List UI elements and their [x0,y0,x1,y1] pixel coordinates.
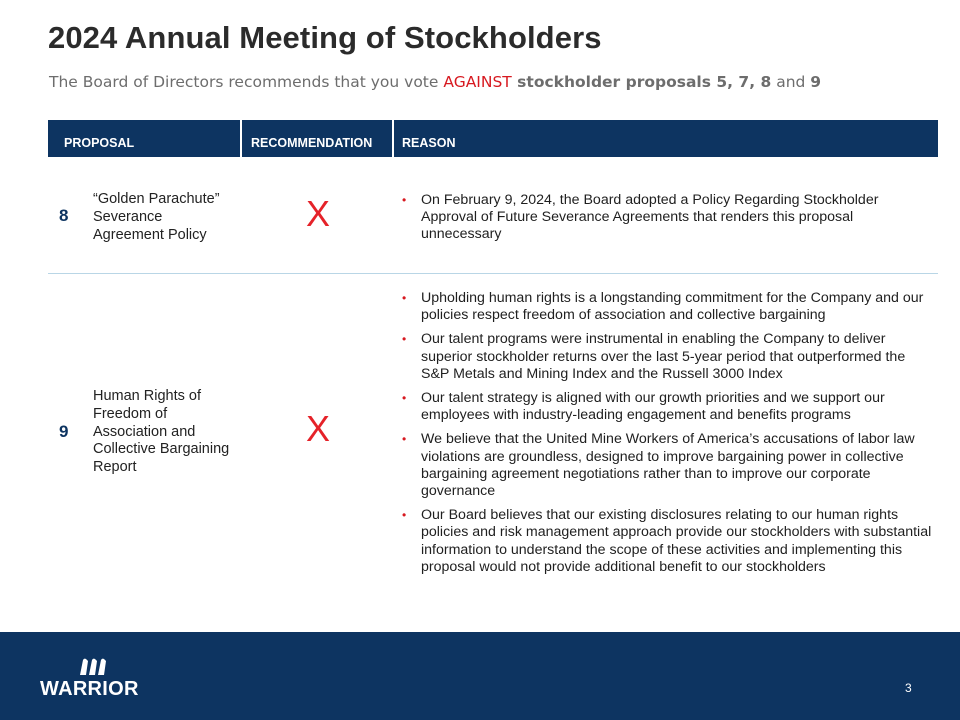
reason-list [402,290,932,583]
warrior-logo-icon [79,658,109,678]
table-header [48,120,938,157]
bullet-icon: • [402,332,407,347]
header-recommendation: RECOMMENDATION [251,136,373,150]
header-divider [392,120,394,157]
subtitle [49,73,821,91]
proposal-name: Human Rights of Freedom of Association and Collective Bargaining Report [93,388,230,476]
reason-item: • Our talent strategy is aligned with our growth priorities and we support our employees with industry-leading engagement and benefits programs [402,390,885,424]
footer-bar [0,632,960,720]
reason-item: • We believe that the United Mine Workers of America’s accusations of labor law violations are groundless, designed to improve bargaining power in collective bargaining agreement negotiations rather than to improve our corporate governance [402,431,915,500]
page-title: 2024 Annual Meeting of Stockholders [48,20,602,55]
bullet-icon: • [402,193,407,207]
bullet-icon: • [402,508,407,523]
subtitle-prefix: The Board of Directors recommends that you vote [49,73,444,91]
subtitle-last-proposal: 9 [810,73,822,91]
subtitle-and: and [771,73,811,91]
page-number: 3 [905,681,912,695]
reason-item: • Our talent programs were instrumental in enabling the Company to deliver superior stockholder returns over the last 5-year period that outperformed the S&P Metals and Mining Index and the Russell 3000 Index [402,331,906,382]
subtitle-proposals: stockholder proposals 5, 7, 8 [511,73,772,91]
subtitle-against: AGAINST [443,73,512,91]
row-divider [48,273,938,274]
reason-item: • On February 9, 2024, the Board adopted a Policy Regarding Stockholder Approval of Future Severance Agreements that renders this proposal unnecessary [402,192,879,243]
proposal-number: 8 [59,206,69,225]
warrior-logo [40,656,150,701]
proposal-name: “Golden Parachute” Severance Agreement Policy [93,191,220,243]
header-divider [240,120,242,157]
header-reason: REASON [402,136,456,150]
against-mark: X [306,193,331,234]
bullet-icon: • [402,432,407,447]
reason-item: • Upholding human rights is a longstanding commitment for the Company and our policies respect freedom of association and collective bargaining [402,290,924,324]
reason-item: • Our Board believes that our existing disclosures relating to our human rights policies and risk management approach provide our stockholders with substantial information to understand the scope of these activities and implementing this proposal would not provide additional benefit to our stockholders [402,507,932,575]
bullet-icon: • [402,291,407,305]
proposal-number: 9 [59,422,69,441]
reason-list [402,192,932,251]
header-proposal: PROPOSAL [64,136,135,150]
against-mark: X [306,408,331,449]
logo-wordmark: WARRIOR [40,678,139,700]
bullet-icon: • [402,391,407,406]
